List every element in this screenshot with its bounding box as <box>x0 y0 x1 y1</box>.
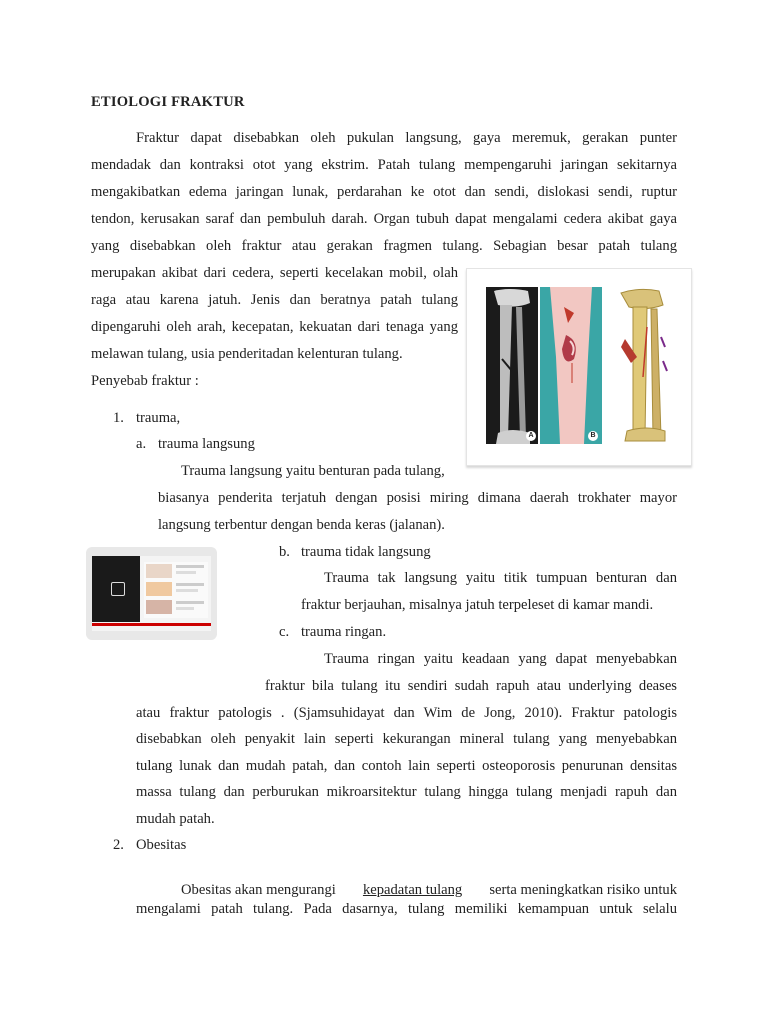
list-number-2: 2. <box>113 837 124 853</box>
fracture-figure <box>466 268 692 466</box>
bone-model-image <box>607 287 679 444</box>
paragraph-line: mengakibatkan edema jaringan lunak, perdarahan ke otot dan sendi, dislokasi sendi, ruptur <box>91 184 677 200</box>
sublist-letter-c: c. <box>279 624 290 640</box>
badge-a: A <box>526 431 536 441</box>
paragraph-line: biasanya penderita terjatuh dengan posisi miring dimana daerah trokhater mayor <box>158 490 677 506</box>
paragraph-line: melawan tulang, usia penderitadan kelenturan tulang. <box>91 346 403 362</box>
section-title: ETIOLOGI FRAKTUR <box>91 94 245 110</box>
paragraph-line: Trauma langsung yaitu benturan pada tulang, <box>181 463 445 479</box>
paragraph-line: langsung terbentur dengan benda keras (jalanan). <box>158 517 445 533</box>
paragraph-line: mudah patah. <box>136 811 215 827</box>
sublist-letter-a: a. <box>136 436 147 452</box>
play-icon[interactable] <box>111 582 125 596</box>
wound-image <box>540 287 602 444</box>
sublist-item-trauma-ringan: trauma ringan. <box>301 624 387 640</box>
list-number-1: 1. <box>113 410 124 426</box>
list-item-trauma: trauma, <box>136 410 181 426</box>
paragraph-line: Trauma ringan yaitu keadaan yang dapat menyebabkan <box>324 651 677 667</box>
paragraph-line: yang disebabkan oleh fraktur atau gerakan fragmen tulang. Sebagian besar patah tulang <box>91 238 677 254</box>
paragraph-line: mengalami patah tulang. Pada dasarnya, tulang memiliki kemampuan untuk selalu <box>136 901 677 917</box>
video-player-area <box>92 556 140 622</box>
sublist-item-trauma-tidak-langsung: trauma tidak langsung <box>301 544 431 560</box>
obesity-line-1 <box>181 882 677 899</box>
related-videos-panel <box>144 562 208 618</box>
paragraph-line: tulang lunak dan mudah patah, dan contoh lain seperti osteoporosis penurunan densitas <box>136 758 677 774</box>
bone-density-link[interactable]: kepadatan tulang <box>362 882 463 898</box>
paragraph-line: massa tulang dan perburukan mikroarsitektur tulang hingga tulang menjadi rapuh dan <box>136 784 677 800</box>
paragraph-line: dipengaruhi oleh arah, kecepatan, kekuatan dari tenaga yang <box>91 319 458 335</box>
video-thumbnail[interactable] <box>86 547 217 640</box>
paragraph-line: tendon, kerusakan saraf dan pembuluh darah. Organ tubuh dapat mengalami cedera akibat gaya <box>91 211 677 227</box>
paragraph-line: mendadak dan kontraksi otot yang ekstrim. Patah tulang mempengaruhi jaringan sekitarnya <box>91 157 677 173</box>
video-progress-bar[interactable] <box>92 623 211 626</box>
obesity-text-pre: Obesitas akan mengurangi <box>181 882 336 898</box>
paragraph-line: atau fraktur patologis . (Sjamsuhidayat dan Wim de Jong, 2010). Fraktur patologis <box>136 705 677 721</box>
paragraph-line: merupakan akibat dari cedera, seperti kecelakan mobil, olah <box>91 265 458 281</box>
xray-image <box>486 287 538 444</box>
causes-label: Penyebab fraktur : <box>91 373 199 389</box>
paragraph-line: disebabkan oleh penyakit lain seperti kekurangan mineral tulang yang menyebabkan <box>136 731 677 747</box>
paragraph-line: fraktur bila tulang itu sendiri sudah rapuh atau underlying deases <box>265 678 677 694</box>
obesity-text-post: serta meningkatkan risiko untuk <box>489 882 677 898</box>
paragraph-line: Trauma tak langsung yaitu titik tumpuan benturan dan <box>324 570 677 586</box>
paragraph-line: raga atau karena jatuh. Jenis dan beratnya patah tulang <box>91 292 458 308</box>
paragraph-line: Fraktur dapat disebabkan oleh pukulan langsung, gaya meremuk, gerakan punter <box>136 130 677 146</box>
sublist-letter-b: b. <box>279 544 290 560</box>
sublist-item-trauma-langsung: trauma langsung <box>158 436 255 452</box>
list-item-obesitas: Obesitas <box>136 837 187 853</box>
paragraph-line: fraktur berjauhan, misalnya jatuh terpeleset di kamar mandi. <box>301 597 654 613</box>
video-frame <box>92 556 211 631</box>
badge-b: B <box>588 431 598 441</box>
